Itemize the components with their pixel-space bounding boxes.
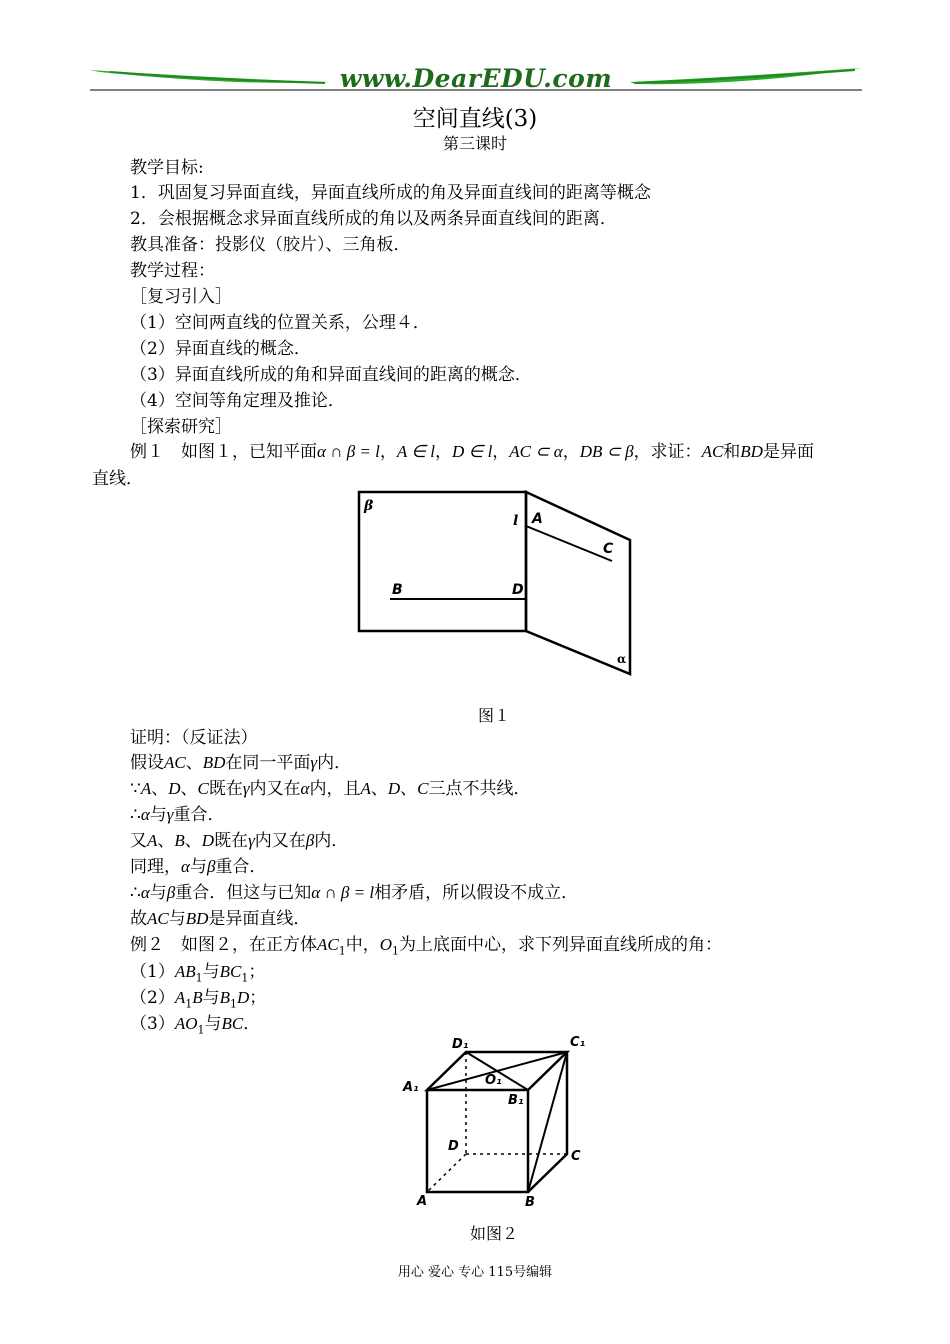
text: 、 bbox=[180, 779, 198, 799]
subscript: 1 bbox=[392, 944, 400, 958]
example-2-question-2 bbox=[130, 987, 266, 1015]
label-c: C bbox=[571, 1149, 581, 1164]
objective-1: 1．巩固复习异面直线，异面直线所成的角及异面直线间的距离等概念 bbox=[130, 183, 651, 203]
text: 例２ 如图２，在正方体 bbox=[130, 935, 317, 955]
text: 与 bbox=[149, 883, 167, 903]
label-alpha: α bbox=[617, 652, 627, 666]
proof-line-2 bbox=[130, 778, 531, 800]
text: 既在 bbox=[208, 779, 243, 799]
review-item-3: （3）异面直线所成的角和异面直线间的距离的概念． bbox=[130, 365, 532, 385]
text: 、 bbox=[370, 779, 388, 799]
text: 内又在 bbox=[254, 831, 306, 851]
text: 故 bbox=[130, 909, 147, 929]
text: 重合．但这与已知 bbox=[175, 883, 312, 903]
math-expr: BC bbox=[219, 962, 242, 981]
text: ． bbox=[243, 1014, 261, 1034]
site-logo: www.DearEDU.com bbox=[339, 64, 613, 93]
subscript: 1 bbox=[195, 971, 203, 985]
math-expr: B bbox=[192, 988, 203, 1007]
proof-line-6 bbox=[130, 882, 578, 904]
text: 与 bbox=[149, 805, 167, 825]
figure-2-caption: 如图２ bbox=[470, 1224, 519, 1243]
subscript: 1 bbox=[230, 997, 237, 1011]
math-expr: D bbox=[168, 779, 181, 798]
proof-heading: 证明：（反证法） bbox=[130, 728, 258, 748]
proof-line-5 bbox=[130, 856, 266, 878]
text: 三点不共线． bbox=[428, 779, 531, 799]
figure-1-caption: 图１ bbox=[478, 706, 511, 725]
label-d: D bbox=[448, 1139, 459, 1154]
label-o1: O₁ bbox=[485, 1073, 502, 1088]
text: 、 bbox=[157, 831, 175, 851]
label-l: l bbox=[513, 513, 519, 529]
math-expr: D bbox=[201, 831, 215, 850]
label-d: D bbox=[512, 582, 524, 598]
subscript: 1 bbox=[338, 944, 346, 958]
site-header bbox=[90, 62, 862, 94]
math-expr: AC bbox=[701, 442, 724, 461]
example-2-line bbox=[130, 934, 722, 962]
math-expr: A bbox=[174, 988, 186, 1007]
text: 假设 bbox=[130, 753, 164, 773]
process-label: 教学过程： bbox=[130, 261, 215, 281]
math-expr: BD bbox=[185, 909, 209, 928]
text: 既在 bbox=[214, 831, 249, 851]
proof-line-1 bbox=[130, 752, 351, 774]
label-a: A bbox=[532, 511, 543, 527]
text: 相矛盾，所以假设不成立． bbox=[374, 883, 579, 903]
math-expr: α bbox=[140, 805, 150, 824]
math-expr: B bbox=[174, 831, 185, 850]
text: 、 bbox=[184, 831, 202, 851]
diagonal-bc1 bbox=[528, 1052, 567, 1192]
math-expr: AO bbox=[174, 1014, 198, 1033]
math-expr: DB ⊂ β bbox=[579, 442, 634, 461]
figure-1-diagram bbox=[350, 488, 640, 678]
example-1-line: 例１ 如图１，已知平面α ∩ β = l，A ∈ l，D ∈ l，AC ⊂ α，DB ⊂ β，求证：AC和BD是异面 bbox=[130, 442, 814, 462]
example-1-line-2: 直线． bbox=[92, 469, 143, 489]
text: 、 bbox=[151, 779, 169, 799]
text: 内． bbox=[317, 753, 352, 773]
plane-beta bbox=[359, 492, 526, 631]
math-expr: β bbox=[206, 857, 216, 876]
math-expr: A bbox=[140, 779, 152, 798]
math-expr: O bbox=[379, 935, 393, 954]
review-heading: ［复习引入］ bbox=[130, 287, 232, 307]
tools-line: 教具准备：投影仪（胶片）、三角板． bbox=[130, 235, 411, 255]
math-expr: α ∩ β = l bbox=[311, 883, 375, 902]
review-item-1: （1）空间两直线的位置关系，公理４． bbox=[130, 313, 430, 333]
label-b1: B₁ bbox=[508, 1093, 524, 1108]
text: 是异面 bbox=[762, 442, 814, 462]
text: （3） bbox=[130, 1014, 175, 1034]
objective-2: 2．会根据概念求异面直线所成的角以及两条异面直线间的距离． bbox=[130, 209, 617, 229]
text: 内． bbox=[314, 831, 349, 851]
text: 与 bbox=[168, 909, 186, 929]
example-1-label: 例１ 如图１，已知平面 bbox=[130, 442, 317, 462]
label-c1: C₁ bbox=[570, 1035, 586, 1050]
review-item-4: （4）空间等角定理及推论． bbox=[130, 391, 345, 411]
example-2-question-3 bbox=[130, 1013, 260, 1041]
proof-line-7 bbox=[130, 908, 310, 930]
math-expr: γ bbox=[242, 779, 250, 798]
math-expr: A bbox=[147, 831, 158, 850]
objectives-label: 教学目标: bbox=[130, 158, 204, 178]
math-expr: AC bbox=[147, 909, 169, 928]
label-b: B bbox=[525, 1195, 535, 1210]
review-item-2: （2）异面直线的概念． bbox=[130, 339, 311, 359]
math-expr: D bbox=[387, 779, 401, 798]
text: 是异面直线． bbox=[208, 909, 311, 929]
text: 与 bbox=[202, 962, 220, 982]
math-expr: γ bbox=[166, 805, 174, 824]
hidden-edge-ad bbox=[427, 1154, 466, 1192]
text: ∴ bbox=[130, 883, 141, 903]
proof-line-3 bbox=[130, 804, 224, 826]
example-2-question-1 bbox=[130, 961, 265, 989]
proof-line-4 bbox=[130, 830, 348, 852]
math-expr: AC bbox=[317, 935, 339, 954]
text: 中， bbox=[345, 935, 380, 955]
math-expr: β bbox=[166, 883, 176, 902]
text: 在同一平面 bbox=[225, 753, 311, 773]
math-expr: BC bbox=[221, 1014, 244, 1033]
text: ∴ bbox=[130, 805, 141, 825]
text: ∵ bbox=[130, 779, 141, 799]
page-subtitle: 第三课时 bbox=[442, 134, 507, 153]
text: 与 bbox=[202, 988, 220, 1008]
subscript: 1 bbox=[185, 997, 193, 1011]
math-expr: α ∩ β = l bbox=[317, 442, 380, 461]
math-expr: A ∈ l bbox=[396, 442, 435, 461]
text: ； bbox=[249, 988, 267, 1008]
label-a1: A₁ bbox=[403, 1080, 419, 1095]
text: 又 bbox=[130, 831, 147, 851]
math-expr: BD bbox=[202, 753, 226, 772]
text: 为上底面中心，求下列异面直线所成的角： bbox=[399, 935, 723, 955]
math-expr: BD bbox=[740, 442, 763, 461]
text: （1） bbox=[130, 962, 175, 982]
text: 与 bbox=[204, 1014, 222, 1034]
subscript: 1 bbox=[241, 971, 249, 985]
text: 和 bbox=[723, 442, 741, 462]
math-expr: D ∈ l bbox=[451, 442, 493, 461]
text: 内又在 bbox=[249, 779, 301, 799]
figure-2-cube-diagram bbox=[395, 1032, 595, 1212]
text: ； bbox=[248, 962, 266, 982]
math-expr: AC ⊂ α bbox=[509, 442, 563, 461]
text: 重合． bbox=[215, 857, 267, 877]
label-d1: D₁ bbox=[452, 1037, 469, 1052]
page-title: 空间直线(3) bbox=[412, 106, 538, 132]
text: 重合． bbox=[173, 805, 225, 825]
math-expr: α bbox=[140, 883, 150, 902]
math-expr: D bbox=[237, 988, 250, 1007]
math-expr: C bbox=[197, 779, 209, 798]
text: 同理， bbox=[130, 857, 181, 877]
text: 内，且 bbox=[309, 779, 361, 799]
subscript: 1 bbox=[197, 1023, 205, 1037]
text: 、 bbox=[400, 779, 418, 799]
label-b: B bbox=[392, 582, 403, 598]
text: （2） bbox=[130, 988, 175, 1008]
explore-heading: ［探索研究］ bbox=[130, 417, 232, 437]
math-expr: γ bbox=[310, 753, 318, 772]
math-expr: α bbox=[181, 857, 190, 876]
label-beta: β bbox=[364, 498, 374, 514]
text: 与 bbox=[189, 857, 207, 877]
page-footer: 用心 爱心 专心 115号编辑 bbox=[397, 1265, 553, 1280]
math-expr: C bbox=[417, 779, 429, 798]
math-expr: α bbox=[300, 779, 310, 798]
text: 、 bbox=[185, 753, 203, 773]
label-c: C bbox=[603, 541, 614, 557]
math-expr: β bbox=[305, 831, 315, 850]
math-expr: γ bbox=[248, 831, 255, 850]
segment-ac bbox=[526, 526, 612, 561]
math-expr: A bbox=[360, 779, 371, 798]
math-expr: B bbox=[219, 988, 230, 1007]
math-expr: AC bbox=[164, 753, 186, 772]
text: ，求证： bbox=[633, 442, 702, 462]
label-a: A bbox=[417, 1194, 428, 1209]
math-expr: AB bbox=[174, 962, 196, 981]
